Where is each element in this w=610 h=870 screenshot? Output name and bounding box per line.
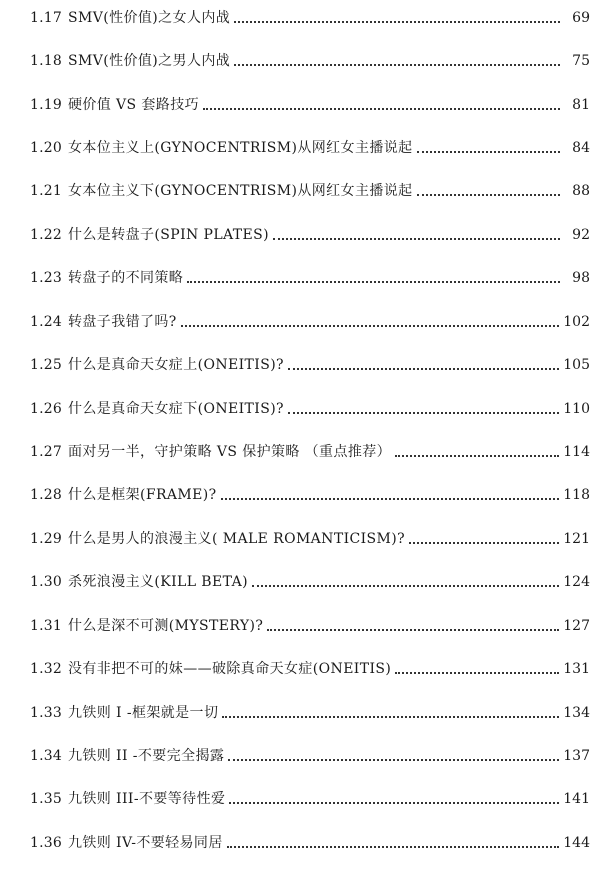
entry-title: 女本位主义上(GYNOCENTRISM)从网红女主播说起 bbox=[68, 140, 413, 156]
entry-number: 1.29 bbox=[30, 531, 62, 547]
toc-entry[interactable] bbox=[30, 439, 590, 465]
toc-entry[interactable] bbox=[30, 222, 590, 248]
entry-title: 九铁则 III-不要等待性爱 bbox=[68, 791, 226, 807]
toc-entry[interactable] bbox=[30, 352, 590, 378]
dot-leader bbox=[227, 836, 560, 850]
toc-entry[interactable] bbox=[30, 526, 590, 552]
dot-leader bbox=[395, 662, 559, 676]
dot-leader bbox=[288, 402, 559, 416]
entry-title: 九铁则 I -框架就是一切 bbox=[68, 705, 219, 721]
entry-page-number: 141 bbox=[563, 791, 590, 807]
dot-leader bbox=[234, 11, 560, 25]
dot-leader bbox=[252, 575, 559, 589]
dot-leader bbox=[234, 54, 560, 68]
toc-entry[interactable] bbox=[30, 48, 590, 74]
toc-entry[interactable] bbox=[30, 569, 590, 595]
entry-title: 什么是深不可测(MYSTERY)? bbox=[68, 618, 264, 634]
dot-leader bbox=[222, 706, 559, 720]
entry-number: 1.30 bbox=[30, 574, 62, 590]
entry-number: 1.23 bbox=[30, 270, 62, 286]
entry-page-number: 98 bbox=[572, 270, 590, 286]
entry-title: SMV(性价值)之男人内战 bbox=[68, 53, 231, 69]
dot-leader bbox=[181, 315, 560, 329]
entry-number: 1.22 bbox=[30, 227, 62, 243]
entry-page-number: 75 bbox=[572, 53, 590, 69]
entry-number: 1.31 bbox=[30, 618, 62, 634]
entry-number: 1.25 bbox=[30, 357, 62, 373]
dot-leader bbox=[221, 488, 560, 502]
entry-page-number: 110 bbox=[563, 401, 590, 417]
entry-title: 九铁则 IV-不要轻易同居 bbox=[68, 835, 223, 851]
entry-title: 什么是转盘子(SPIN PLATES) bbox=[68, 227, 269, 243]
entry-page-number: 124 bbox=[563, 574, 590, 590]
entry-title: 杀死浪漫主义(KILL BETA) bbox=[68, 574, 248, 590]
entry-number: 1.17 bbox=[30, 10, 62, 26]
entry-number: 1.21 bbox=[30, 183, 62, 199]
dot-leader bbox=[273, 228, 560, 242]
entry-title: 面对另一半，守护策略 VS 保护策略 （重点推荐） bbox=[68, 444, 392, 460]
toc-entry[interactable] bbox=[30, 178, 590, 204]
dot-leader bbox=[288, 358, 559, 372]
entry-number: 1.28 bbox=[30, 487, 62, 503]
entry-page-number: 69 bbox=[572, 10, 590, 26]
entry-number: 1.24 bbox=[30, 314, 62, 330]
dot-leader bbox=[187, 271, 560, 285]
entry-title: 什么是真命天女症下(ONEITIS)? bbox=[68, 401, 284, 417]
dot-leader bbox=[203, 98, 560, 112]
entry-title: 什么是框架(FRAME)? bbox=[68, 487, 217, 503]
toc-entry[interactable] bbox=[30, 700, 590, 726]
entry-page-number: 102 bbox=[563, 314, 590, 330]
entry-title: 没有非把不可的妹——破除真命天女症(ONEITIS) bbox=[68, 661, 392, 677]
toc-entry[interactable] bbox=[30, 396, 590, 422]
entry-title: 转盘子我错了吗? bbox=[68, 314, 177, 330]
entry-page-number: 137 bbox=[563, 748, 590, 764]
toc-entry[interactable] bbox=[30, 5, 590, 31]
toc-entry[interactable] bbox=[30, 656, 590, 682]
toc-entry[interactable] bbox=[30, 830, 590, 856]
entry-title: 女本位主义下(GYNOCENTRISM)从网红女主播说起 bbox=[68, 183, 413, 199]
entry-number: 1.27 bbox=[30, 444, 62, 460]
toc-entry[interactable] bbox=[30, 743, 590, 769]
entry-number: 1.19 bbox=[30, 97, 62, 113]
dot-leader bbox=[229, 792, 559, 806]
entry-title: 什么是真命天女症上(ONEITIS)? bbox=[68, 357, 284, 373]
entry-number: 1.34 bbox=[30, 748, 62, 764]
toc-entry[interactable] bbox=[30, 92, 590, 118]
entry-title: SMV(性价值)之女人内战 bbox=[68, 10, 231, 26]
entry-page-number: 105 bbox=[563, 357, 590, 373]
entry-page-number: 131 bbox=[563, 661, 590, 677]
entry-page-number: 81 bbox=[572, 97, 590, 113]
dot-leader bbox=[417, 141, 560, 155]
dot-leader bbox=[417, 184, 560, 198]
entry-page-number: 144 bbox=[563, 835, 590, 851]
entry-page-number: 92 bbox=[572, 227, 590, 243]
entry-page-number: 134 bbox=[563, 705, 590, 721]
entry-page-number: 114 bbox=[563, 444, 590, 460]
toc-entry[interactable] bbox=[30, 482, 590, 508]
entry-number: 1.33 bbox=[30, 705, 62, 721]
entry-title: 九铁则 II -不要完全揭露 bbox=[68, 748, 225, 764]
toc-entry[interactable] bbox=[30, 613, 590, 639]
toc-entry[interactable] bbox=[30, 135, 590, 161]
entry-page-number: 121 bbox=[563, 531, 590, 547]
entry-number: 1.36 bbox=[30, 835, 62, 851]
entry-number: 1.35 bbox=[30, 791, 62, 807]
entry-page-number: 127 bbox=[563, 618, 590, 634]
entry-number: 1.26 bbox=[30, 401, 62, 417]
toc-entry[interactable] bbox=[30, 786, 590, 812]
entry-title: 什么是男人的浪漫主义( MALE ROMANTICISM)? bbox=[68, 531, 406, 547]
entry-page-number: 118 bbox=[563, 487, 590, 503]
entry-number: 1.20 bbox=[30, 140, 62, 156]
dot-leader bbox=[395, 445, 559, 459]
entry-page-number: 84 bbox=[572, 140, 590, 156]
dot-leader bbox=[409, 532, 559, 546]
dot-leader bbox=[228, 749, 559, 763]
toc-entry[interactable] bbox=[30, 265, 590, 291]
entry-title: 硬价值 VS 套路技巧 bbox=[68, 97, 200, 113]
dot-leader bbox=[267, 619, 559, 633]
entry-number: 1.18 bbox=[30, 53, 62, 69]
toc-entry[interactable] bbox=[30, 309, 590, 335]
entry-title: 转盘子的不同策略 bbox=[68, 270, 184, 286]
entry-number: 1.32 bbox=[30, 661, 62, 677]
entry-page-number: 88 bbox=[572, 183, 590, 199]
